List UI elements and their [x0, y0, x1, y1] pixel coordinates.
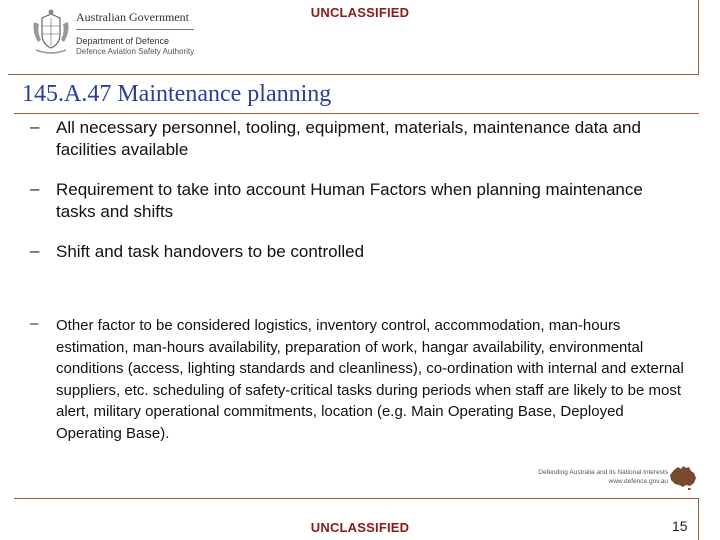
- title-rule-top: [8, 74, 699, 75]
- footer-rule: [14, 498, 699, 499]
- right-rule-top: [698, 0, 699, 74]
- government-logo: [30, 8, 195, 62]
- classification-top: UNCLASSIFIED: [310, 5, 410, 20]
- coat-of-arms-icon: [30, 8, 72, 58]
- page-number: 15: [672, 518, 688, 534]
- bullet-marker: –: [30, 315, 39, 332]
- bullet-text: Requirement to take into account Human Factors when planning maintenance tasks and shifts: [56, 180, 643, 221]
- bullet-text: Other factor to be considered logistics, inventory control, accommodation, man-hours estimation, man-hours availability, preparation of work, hangar availability, environmental conditions (access, lighting standards and cleanliness), co-ordination with internal and external suppliers, etc. scheduling of safety-critical tasks during periods when staff are likely to be most alert, military operational commitments, location (e.g. Main Operating Base, Deployed Operating Base).: [56, 317, 684, 442]
- bullet-marker: –: [30, 241, 40, 260]
- slide-title: 145.A.47 Maintenance planning: [22, 81, 332, 107]
- authority-name: Defence Aviation Safety Authority: [76, 47, 195, 56]
- classification-bottom: UNCLASSIFIED: [310, 520, 410, 535]
- footer-website: www.defence.gov.au: [608, 478, 668, 485]
- australia-map-icon: [668, 464, 698, 490]
- government-name: Australian Government: [76, 10, 194, 30]
- bullet-text: All necessary personnel, tooling, equipment, materials, maintenance data and facilities available: [56, 118, 641, 159]
- bullet-text: Shift and task handovers to be controlled: [56, 242, 365, 261]
- department-name: Department of Defence: [76, 36, 170, 46]
- footer-tagline-block: [538, 468, 668, 486]
- bullet-marker: –: [30, 117, 40, 136]
- title-rule-bottom: [14, 113, 699, 114]
- footer-tagline: Defending Australia and its National Interests: [538, 469, 668, 476]
- bullet-marker: –: [30, 179, 40, 198]
